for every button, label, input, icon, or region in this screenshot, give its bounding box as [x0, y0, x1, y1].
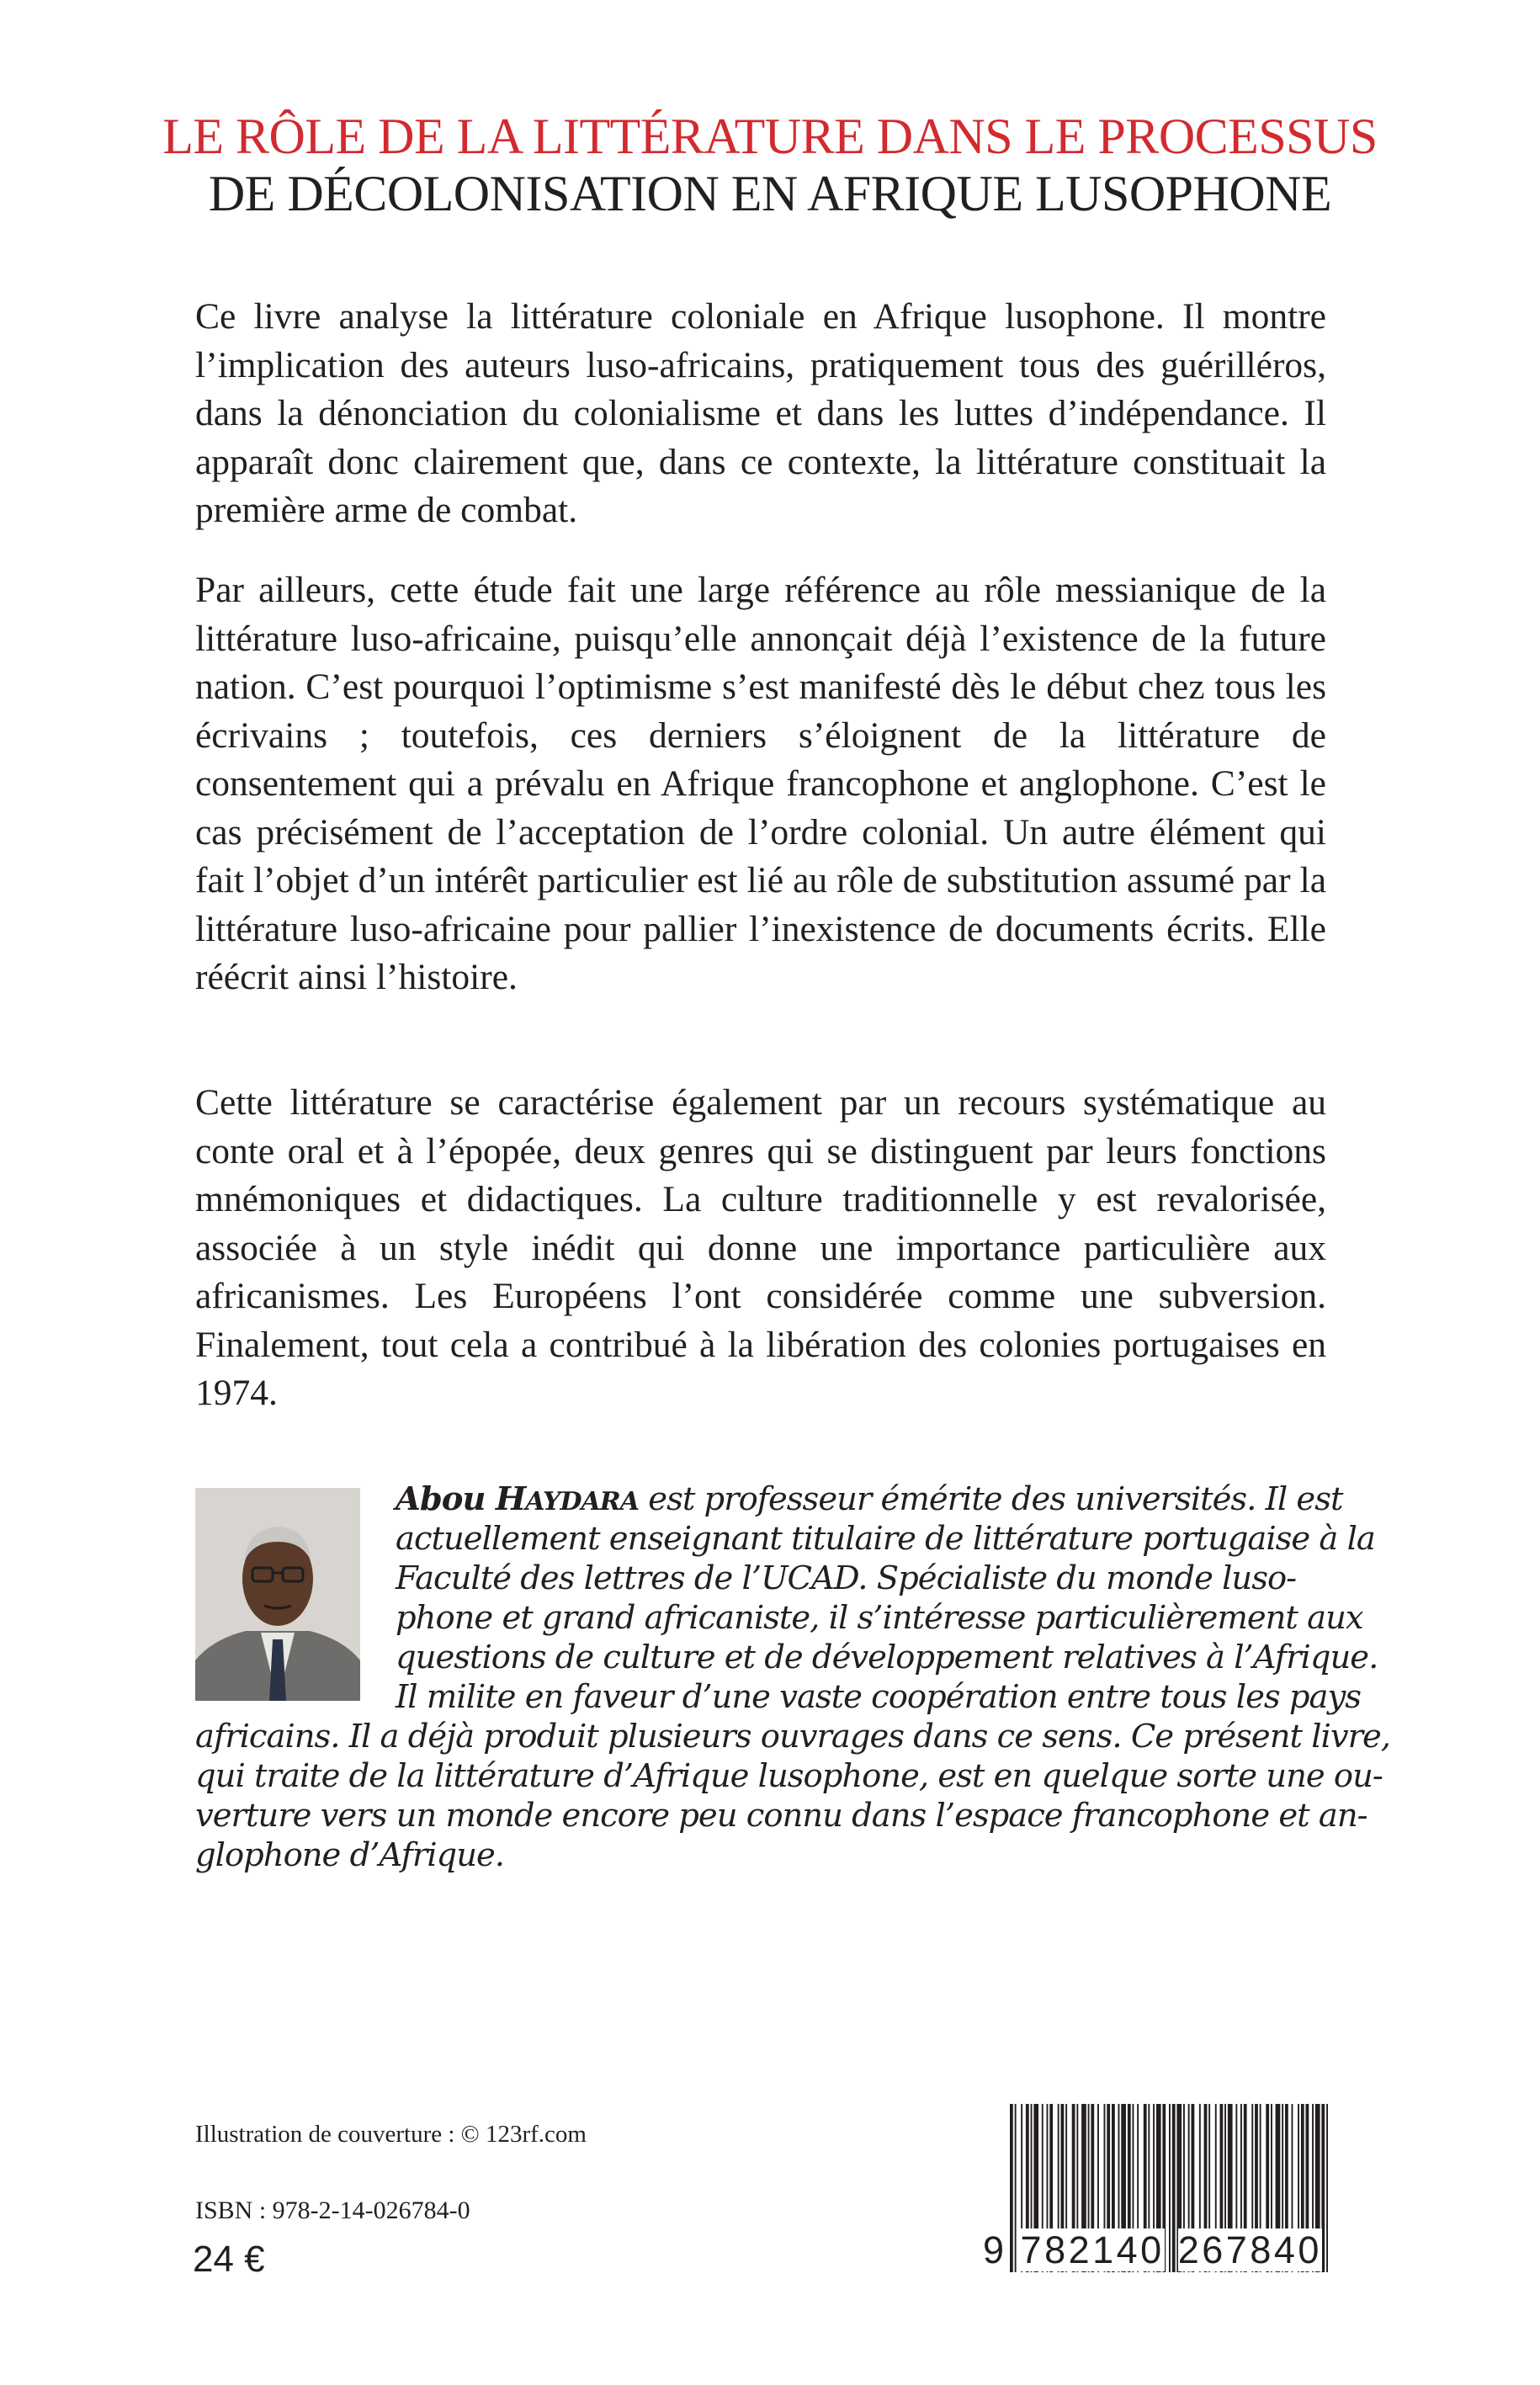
- bio-line: glophone d’Afrique.: [195, 1836, 505, 1874]
- author-last-initial: H: [495, 1480, 526, 1518]
- barcode-digit-first: 9: [983, 2228, 1007, 2271]
- paragraph-text: Ce livre analyse la littérature coloniale en Afrique lusophone. Il montre l’implication des auteurs luso-africains, pratiquement tous des guérilléros, dans la dénonciation du colonialisme et dans les luttes d’indépendance. Il apparaît donc clairement que, dans ce contexte, la littérature constituait la première arme de combat.: [195, 296, 1326, 530]
- paragraph-text: Cette littérature se caractérise également par un recours systématique au conte oral et à l’épopée, deux genres qui se distinguent par leurs fonctions mnémoniques et didactiques. La culture traditionnelle y est revalorisée, associée à un style inédit qui donne une importance particulière aux africanismes. Les Européens l’ont considérée comme une subversion. Finalement, tout cela a contribué à la libération des colonies portugaises en 1974.: [195, 1082, 1326, 1413]
- author-name: [396, 1480, 639, 1518]
- bio-line: phone et grand africaniste, il s’intéresse particulièrement aux: [396, 1599, 1363, 1637]
- author-photo: [195, 1488, 360, 1701]
- blurb-paragraph-3: [195, 1079, 1326, 1418]
- bio-text: est professeur émérite des universités. Il est: [639, 1480, 1343, 1518]
- bio-line: qui traite de la littérature d’Afrique lusophone, est en quelque sorte une ou-: [195, 1757, 1383, 1795]
- barcode-digits-right: 267840: [1177, 2228, 1322, 2271]
- author-first-name: Abou: [396, 1480, 486, 1518]
- barcode-digits: [983, 2228, 1330, 2272]
- bio-line: verture vers un monde encore peu connu dans l’espace francophone et an-: [195, 1797, 1367, 1835]
- bio-line: [396, 1479, 1343, 1519]
- isbn: ISBN : 978-2-14-026784-0: [195, 2196, 470, 2224]
- paragraph-text: Par ailleurs, cette étude fait une large référence au rôle messianique de la littérature luso-africaine, puisqu’elle annonçait déjà l’existence de la future nation. C’est pourquoi l’optimisme s’est manifesté dès le début chez tous les écrivains ; toutefois, ces derniers s’éloignent de la littérature de consentement qui a prévalu en Afrique francophone et anglophone. C’est le cas précisément de l’acceptation de l’ordre colonial. Un autre élément qui fait l’objet d’un intérêt particulier est lié au rôle de substitution assumé par la littérature luso-africaine pour pallier l’inexistence de documents écrits. Elle réécrit ainsi l’histoire.: [195, 570, 1326, 997]
- bio-line: questions de culture et de développement relatives à l’Afrique.: [396, 1639, 1378, 1676]
- book-title-line-1: LE RÔLE DE LA LITTÉRATURE DANS LE PROCESSUS: [162, 109, 1378, 164]
- author-portrait-icon: [195, 1488, 360, 1701]
- barcode-digits-left: 782140: [1020, 2228, 1165, 2271]
- bio-line: Il milite en faveur d’une vaste coopération entre tous les pays: [396, 1678, 1361, 1716]
- book-title-line-2: DE DÉCOLONISATION EN AFRIQUE LUSOPHONE: [208, 166, 1332, 221]
- bio-line: actuellement enseignant titulaire de littérature portugaise à la: [396, 1520, 1375, 1558]
- bio-line: africains. Il a déjà produit plusieurs ouvrages dans ce sens. Ce présent livre,: [195, 1718, 1390, 1756]
- blurb-paragraph-2: [195, 566, 1326, 1002]
- blurb-paragraph-1: [195, 293, 1326, 535]
- cover-illustration-credit: Illustration de couverture : © 123rf.com: [195, 2121, 587, 2148]
- price: 24 €: [193, 2239, 265, 2280]
- author-last-rest: AYDARA: [525, 1487, 640, 1517]
- bio-line: Faculté des lettres de l’UCAD. Spécialiste du monde luso-: [396, 1559, 1297, 1597]
